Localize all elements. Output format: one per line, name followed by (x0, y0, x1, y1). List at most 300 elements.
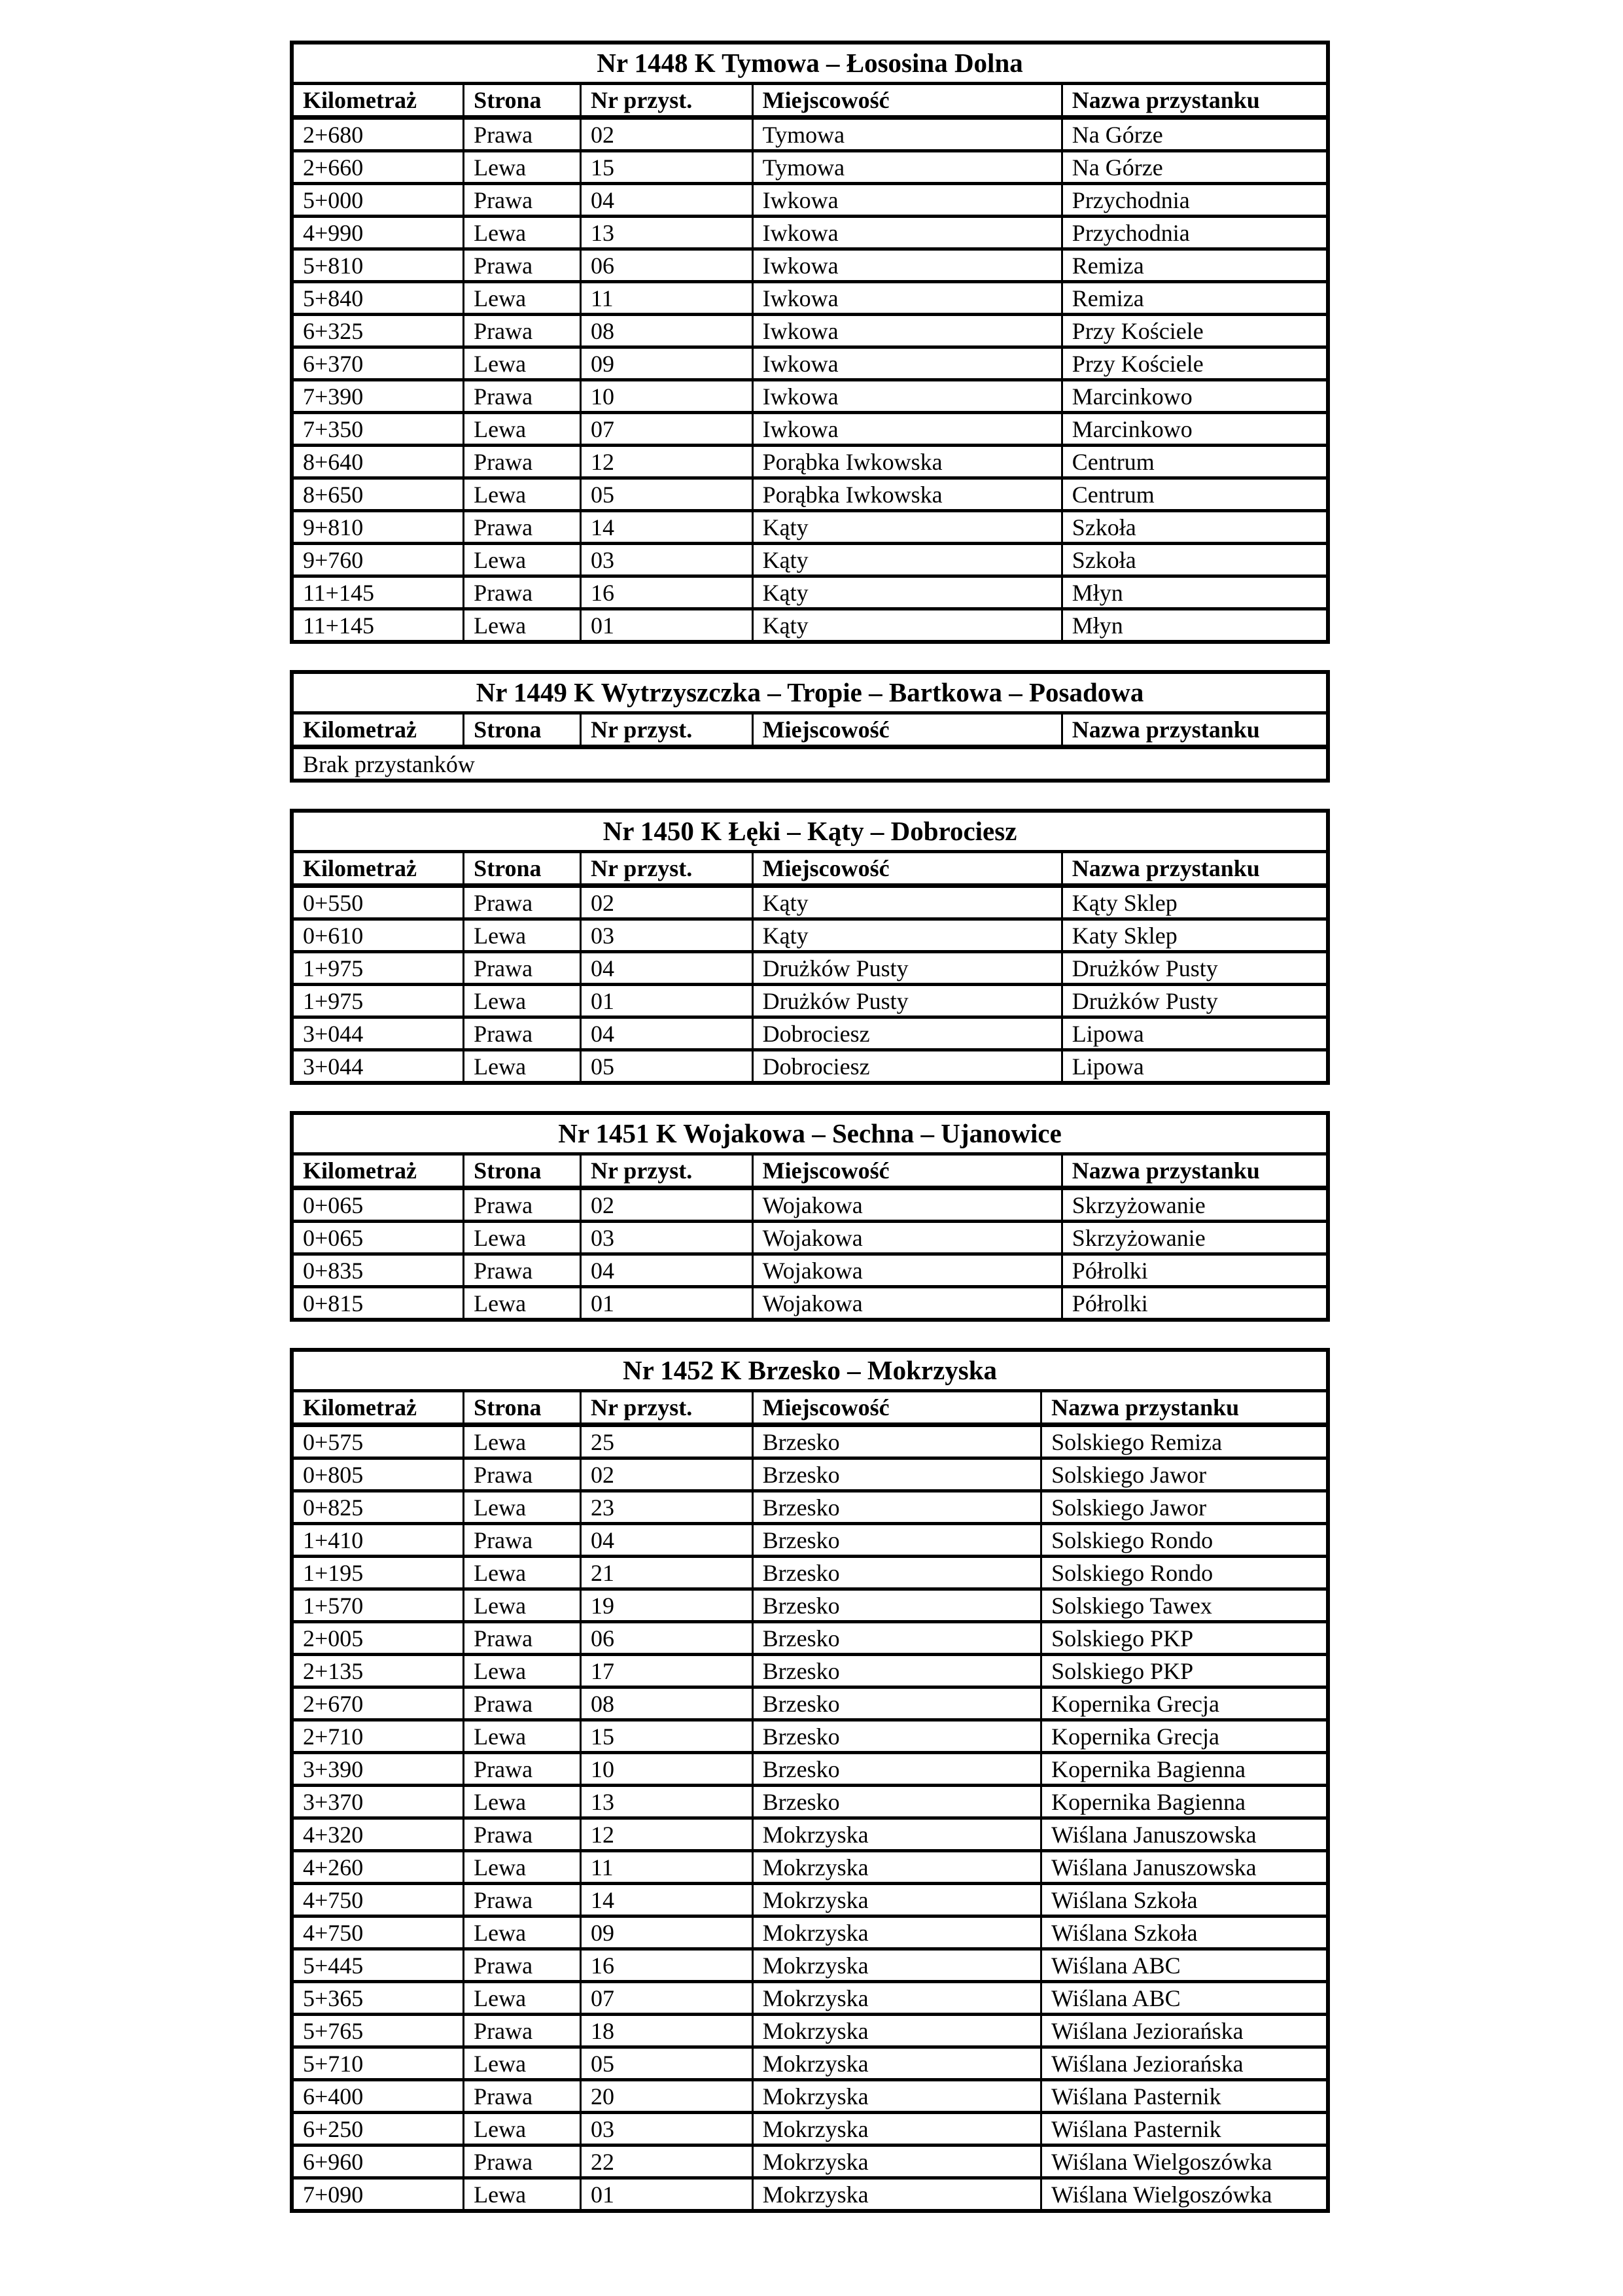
cell: 2+710 (292, 1720, 464, 1753)
cell: 02 (580, 118, 752, 151)
column-header: Miejscowość (752, 1391, 1041, 1425)
cell: 16 (580, 576, 752, 609)
cell: 07 (580, 413, 752, 446)
cell: 3+044 (292, 1017, 464, 1050)
table-row (292, 1254, 1328, 1287)
cell: Kopernika Bagienna (1041, 1753, 1328, 1786)
cell: 10 (580, 380, 752, 413)
cell: 01 (580, 2178, 752, 2212)
cell: 0+610 (292, 919, 464, 952)
cell: 08 (580, 1687, 752, 1720)
table-row (292, 1017, 1328, 1050)
cell: Lewa (464, 985, 581, 1017)
cell: Brzesko (752, 1491, 1041, 1524)
cell: Dobrociesz (752, 1050, 1062, 1084)
cell: 25 (580, 1425, 752, 1458)
cell: 14 (580, 511, 752, 544)
cell: Wojakowa (752, 1287, 1062, 1320)
cell: 02 (580, 886, 752, 919)
cell: Lipowa (1062, 1050, 1328, 1084)
table-row (292, 2047, 1328, 2080)
cell: 03 (580, 1222, 752, 1254)
header-row (292, 84, 1328, 118)
cell: Wiślana Jeziorańska (1041, 2015, 1328, 2047)
cell: Dobrociesz (752, 1017, 1062, 1050)
cell: Mokrzyska (752, 2047, 1041, 2080)
bus-stop-table (290, 41, 1330, 644)
cell: 9+810 (292, 511, 464, 544)
cell: Prawa (464, 380, 581, 413)
cell: Młyn (1062, 576, 1328, 609)
cell: Lewa (464, 544, 581, 576)
cell: 10 (580, 1753, 752, 1786)
cell: Iwkowa (752, 282, 1062, 315)
table-row (292, 1557, 1328, 1589)
route-table-1450 (290, 809, 1330, 1085)
cell: 7+390 (292, 380, 464, 413)
table-row (292, 282, 1328, 315)
cell: Tymowa (752, 118, 1062, 151)
cell: Porąbka Iwkowska (752, 446, 1062, 478)
table-row (292, 1916, 1328, 1949)
cell: 5+840 (292, 282, 464, 315)
cell: Mokrzyska (752, 2080, 1041, 2113)
cell: Na Górze (1062, 151, 1328, 184)
cell: Półrolki (1062, 1287, 1328, 1320)
cell: Lipowa (1062, 1017, 1328, 1050)
table-row (292, 1425, 1328, 1458)
column-header: Miejscowość (752, 1154, 1062, 1188)
cell: 07 (580, 1982, 752, 2015)
cell: Prawa (464, 1188, 581, 1222)
cell: 01 (580, 985, 752, 1017)
cell: Brzesko (752, 1687, 1041, 1720)
column-header: Nazwa przystanku (1062, 84, 1328, 118)
cell: 4+750 (292, 1884, 464, 1916)
header-row (292, 1154, 1328, 1188)
column-header: Nazwa przystanku (1062, 713, 1328, 747)
route-table-1449 (290, 670, 1330, 783)
cell: Mokrzyska (752, 1884, 1041, 1916)
cell: Prawa (464, 1884, 581, 1916)
cell: Lewa (464, 1287, 581, 1320)
table-row (292, 1188, 1328, 1222)
table-row (292, 315, 1328, 347)
cell: 04 (580, 1524, 752, 1557)
column-header: Strona (464, 1391, 581, 1425)
route-table-1451 (290, 1111, 1330, 1322)
cell: 23 (580, 1491, 752, 1524)
cell: 4+750 (292, 1916, 464, 1949)
cell: Solskiego Remiza (1041, 1425, 1328, 1458)
cell: 2+670 (292, 1687, 464, 1720)
cell: Katy Sklep (1062, 919, 1328, 952)
cell: Prawa (464, 2015, 581, 2047)
table-row (292, 1884, 1328, 1916)
cell: 14 (580, 1884, 752, 1916)
cell: Lewa (464, 1786, 581, 1818)
table-row (292, 1524, 1328, 1557)
cell: Lewa (464, 347, 581, 380)
cell: Skrzyżowanie (1062, 1222, 1328, 1254)
cell: 0+575 (292, 1425, 464, 1458)
table-row (292, 886, 1328, 919)
cell: 18 (580, 2015, 752, 2047)
cell: Kąty (752, 886, 1062, 919)
cell: 09 (580, 347, 752, 380)
cell: Prawa (464, 1949, 581, 1982)
cell: Lewa (464, 1491, 581, 1524)
cell: 5+810 (292, 249, 464, 282)
cell: Mokrzyska (752, 2146, 1041, 2178)
cell: 3+390 (292, 1753, 464, 1786)
cell: Przychodnia (1062, 184, 1328, 217)
cell: Brzesko (752, 1753, 1041, 1786)
cell: Wiślana Szkoła (1041, 1884, 1328, 1916)
table-row (292, 1851, 1328, 1884)
column-header: Nr przyst. (580, 1154, 752, 1188)
table-row (292, 1222, 1328, 1254)
cell: 12 (580, 446, 752, 478)
cell: 8+640 (292, 446, 464, 478)
cell: Brzesko (752, 1655, 1041, 1687)
cell: Mokrzyska (752, 2178, 1041, 2212)
cell: Kopernika Grecja (1041, 1687, 1328, 1720)
cell: 05 (580, 2047, 752, 2080)
cell: 3+370 (292, 1786, 464, 1818)
cell: 6+370 (292, 347, 464, 380)
header-row (292, 1391, 1328, 1425)
note-row (292, 747, 1328, 781)
cell: Mokrzyska (752, 1818, 1041, 1851)
cell: 11+145 (292, 609, 464, 643)
table-row (292, 151, 1328, 184)
cell: 04 (580, 1017, 752, 1050)
cell: 03 (580, 2113, 752, 2146)
cell: 11 (580, 282, 752, 315)
cell: 11 (580, 1851, 752, 1884)
cell: Iwkowa (752, 380, 1062, 413)
bus-stop-table (290, 1348, 1330, 2213)
cell: 09 (580, 1916, 752, 1949)
table-row (292, 1287, 1328, 1320)
cell: Solskiego PKP (1041, 1655, 1328, 1687)
cell: Przy Kościele (1062, 315, 1328, 347)
cell: 7+350 (292, 413, 464, 446)
cell: Prawa (464, 1753, 581, 1786)
cell: Lewa (464, 1982, 581, 2015)
cell: Iwkowa (752, 249, 1062, 282)
cell: Drużków Pusty (752, 985, 1062, 1017)
cell: Lewa (464, 413, 581, 446)
cell: Prawa (464, 1687, 581, 1720)
cell: 16 (580, 1949, 752, 1982)
cell: Kąty (752, 544, 1062, 576)
cell: Lewa (464, 1851, 581, 1884)
table-title: Nr 1451 K Wojakowa – Sechna – Ujanowice (292, 1113, 1328, 1154)
cell: Kopernika Bagienna (1041, 1786, 1328, 1818)
table-row (292, 1622, 1328, 1655)
table-row (292, 1753, 1328, 1786)
cell: Prawa (464, 184, 581, 217)
cell: Lewa (464, 2047, 581, 2080)
cell: Przychodnia (1062, 217, 1328, 249)
cell: Tymowa (752, 151, 1062, 184)
cell: 5+445 (292, 1949, 464, 1982)
table-title-row (292, 811, 1328, 852)
cell: 08 (580, 315, 752, 347)
cell: 2+680 (292, 118, 464, 151)
cell: Wiślana Januszowska (1041, 1851, 1328, 1884)
cell: 04 (580, 184, 752, 217)
cell: Lewa (464, 1655, 581, 1687)
cell: Drużków Pusty (752, 952, 1062, 985)
cell: Prawa (464, 1524, 581, 1557)
cell: Mokrzyska (752, 1916, 1041, 1949)
cell: 5+765 (292, 2015, 464, 2047)
cell: Kąty (752, 576, 1062, 609)
cell: Wiślana Wielgoszówka (1041, 2146, 1328, 2178)
cell: Brzesko (752, 1622, 1041, 1655)
cell: 3+044 (292, 1050, 464, 1084)
table-row (292, 1050, 1328, 1084)
cell: Szkoła (1062, 511, 1328, 544)
cell: 19 (580, 1589, 752, 1622)
cell: Prawa (464, 1254, 581, 1287)
cell: Prawa (464, 1622, 581, 1655)
table-title-row (292, 672, 1328, 713)
table-row (292, 249, 1328, 282)
table-row (292, 1687, 1328, 1720)
table-row (292, 478, 1328, 511)
bus-stop-table (290, 670, 1330, 783)
cell: Lewa (464, 1916, 581, 1949)
table-title: Nr 1448 K Tymowa – Łososina Dolna (292, 43, 1328, 84)
cell: 15 (580, 1720, 752, 1753)
table-row (292, 347, 1328, 380)
cell: Brzesko (752, 1524, 1041, 1557)
table-title-row (292, 1350, 1328, 1391)
bus-stop-table (290, 1111, 1330, 1322)
cell: 02 (580, 1458, 752, 1491)
cell: 5+365 (292, 1982, 464, 2015)
column-header: Kilometraż (292, 852, 464, 886)
table-title-row (292, 43, 1328, 84)
cell: Solskiego Tawex (1041, 1589, 1328, 1622)
cell: 06 (580, 1622, 752, 1655)
table-row (292, 985, 1328, 1017)
column-header: Kilometraż (292, 84, 464, 118)
cell: Kopernika Grecja (1041, 1720, 1328, 1753)
cell: 0+815 (292, 1287, 464, 1320)
column-header: Strona (464, 713, 581, 747)
cell: 7+090 (292, 2178, 464, 2212)
cell: 04 (580, 1254, 752, 1287)
cell: Lewa (464, 151, 581, 184)
cell: Mokrzyska (752, 1949, 1041, 1982)
cell: 1+975 (292, 952, 464, 985)
cell: 05 (580, 478, 752, 511)
cell: Lewa (464, 217, 581, 249)
cell: Lewa (464, 1557, 581, 1589)
cell: Mokrzyska (752, 1851, 1041, 1884)
table-row (292, 1982, 1328, 2015)
column-header: Strona (464, 84, 581, 118)
cell: Młyn (1062, 609, 1328, 643)
cell: Prawa (464, 2146, 581, 2178)
cell: Brzesko (752, 1425, 1041, 1458)
cell: 01 (580, 1287, 752, 1320)
cell: Lewa (464, 1222, 581, 1254)
cell: Brzesko (752, 1786, 1041, 1818)
cell: Drużków Pusty (1062, 952, 1328, 985)
column-header: Kilometraż (292, 1154, 464, 1188)
cell: Wojakowa (752, 1188, 1062, 1222)
cell: 0+065 (292, 1188, 464, 1222)
cell: Marcinkowo (1062, 380, 1328, 413)
header-row (292, 852, 1328, 886)
cell: Drużków Pusty (1062, 985, 1328, 1017)
cell: 4+990 (292, 217, 464, 249)
cell: 05 (580, 1050, 752, 1084)
table-row (292, 2178, 1328, 2212)
cell: 03 (580, 919, 752, 952)
cell: Brzesko (752, 1458, 1041, 1491)
column-header: Miejscowość (752, 84, 1062, 118)
column-header: Nr przyst. (580, 852, 752, 886)
cell: 06 (580, 249, 752, 282)
cell: Półrolki (1062, 1254, 1328, 1287)
cell: Wiślana Januszowska (1041, 1818, 1328, 1851)
cell: Mokrzyska (752, 2015, 1041, 2047)
cell: 0+805 (292, 1458, 464, 1491)
cell: Wojakowa (752, 1254, 1062, 1287)
no-stops-note: Brak przystanków (292, 747, 1328, 781)
table-row (292, 1720, 1328, 1753)
table-row (292, 1491, 1328, 1524)
cell: 15 (580, 151, 752, 184)
column-header: Miejscowość (752, 713, 1062, 747)
cell: 6+250 (292, 2113, 464, 2146)
cell: Skrzyżowanie (1062, 1188, 1328, 1222)
cell: 0+825 (292, 1491, 464, 1524)
cell: Mokrzyska (752, 1982, 1041, 2015)
cell: 1+195 (292, 1557, 464, 1589)
table-title: Nr 1452 K Brzesko – Mokrzyska (292, 1350, 1328, 1391)
cell: Brzesko (752, 1589, 1041, 1622)
cell: Wiślana ABC (1041, 1982, 1328, 2015)
table-row (292, 1786, 1328, 1818)
cell: Centrum (1062, 446, 1328, 478)
table-row (292, 1949, 1328, 1982)
cell: Lewa (464, 2113, 581, 2146)
cell: Prawa (464, 446, 581, 478)
cell: Prawa (464, 1458, 581, 1491)
column-header: Kilometraż (292, 713, 464, 747)
cell: Kąty (752, 511, 1062, 544)
bus-stop-table (290, 809, 1330, 1085)
cell: 01 (580, 609, 752, 643)
cell: Marcinkowo (1062, 413, 1328, 446)
cell: Wiślana Szkoła (1041, 1916, 1328, 1949)
cell: 12 (580, 1818, 752, 1851)
cell: Wiślana ABC (1041, 1949, 1328, 1982)
cell: 17 (580, 1655, 752, 1687)
column-header: Nr przyst. (580, 84, 752, 118)
column-header: Nazwa przystanku (1041, 1391, 1328, 1425)
cell: Kąty Sklep (1062, 886, 1328, 919)
cell: Prawa (464, 2080, 581, 2113)
column-header: Nazwa przystanku (1062, 852, 1328, 886)
cell: Iwkowa (752, 413, 1062, 446)
column-header: Kilometraż (292, 1391, 464, 1425)
cell: Lewa (464, 2178, 581, 2212)
table-row (292, 217, 1328, 249)
cell: 11+145 (292, 576, 464, 609)
cell: 5+000 (292, 184, 464, 217)
cell: Remiza (1062, 249, 1328, 282)
cell: Solskiego PKP (1041, 1622, 1328, 1655)
cell: Solskiego Rondo (1041, 1524, 1328, 1557)
table-row (292, 2113, 1328, 2146)
table-row (292, 511, 1328, 544)
cell: 04 (580, 952, 752, 985)
cell: Prawa (464, 315, 581, 347)
cell: Iwkowa (752, 347, 1062, 380)
cell: 13 (580, 217, 752, 249)
header-row (292, 713, 1328, 747)
table-row (292, 576, 1328, 609)
cell: 6+325 (292, 315, 464, 347)
cell: Brzesko (752, 1720, 1041, 1753)
cell: Prawa (464, 886, 581, 919)
cell: 5+710 (292, 2047, 464, 2080)
cell: 1+570 (292, 1589, 464, 1622)
table-row (292, 1458, 1328, 1491)
cell: 13 (580, 1786, 752, 1818)
column-header: Nazwa przystanku (1062, 1154, 1328, 1188)
cell: 22 (580, 2146, 752, 2178)
table-row (292, 2015, 1328, 2047)
cell: Kąty (752, 609, 1062, 643)
cell: Prawa (464, 511, 581, 544)
cell: Solskiego Jawor (1041, 1491, 1328, 1524)
cell: Wojakowa (752, 1222, 1062, 1254)
cell: Iwkowa (752, 217, 1062, 249)
column-header: Miejscowość (752, 852, 1062, 886)
table-row (292, 380, 1328, 413)
cell: Lewa (464, 1050, 581, 1084)
cell: 0+835 (292, 1254, 464, 1287)
cell: 1+975 (292, 985, 464, 1017)
table-row (292, 544, 1328, 576)
cell: Lewa (464, 1589, 581, 1622)
table-row (292, 952, 1328, 985)
cell: Prawa (464, 952, 581, 985)
cell: 20 (580, 2080, 752, 2113)
cell: 4+320 (292, 1818, 464, 1851)
table-row (292, 2146, 1328, 2178)
cell: 0+550 (292, 886, 464, 919)
cell: Na Górze (1062, 118, 1328, 151)
cell: Wiślana Jeziorańska (1041, 2047, 1328, 2080)
cell: Prawa (464, 249, 581, 282)
table-title: Nr 1449 K Wytrzyszczka – Tropie – Bartkowa – Posadowa (292, 672, 1328, 713)
cell: Przy Kościele (1062, 347, 1328, 380)
column-header: Strona (464, 1154, 581, 1188)
table-row (292, 609, 1328, 643)
cell: 6+400 (292, 2080, 464, 2113)
